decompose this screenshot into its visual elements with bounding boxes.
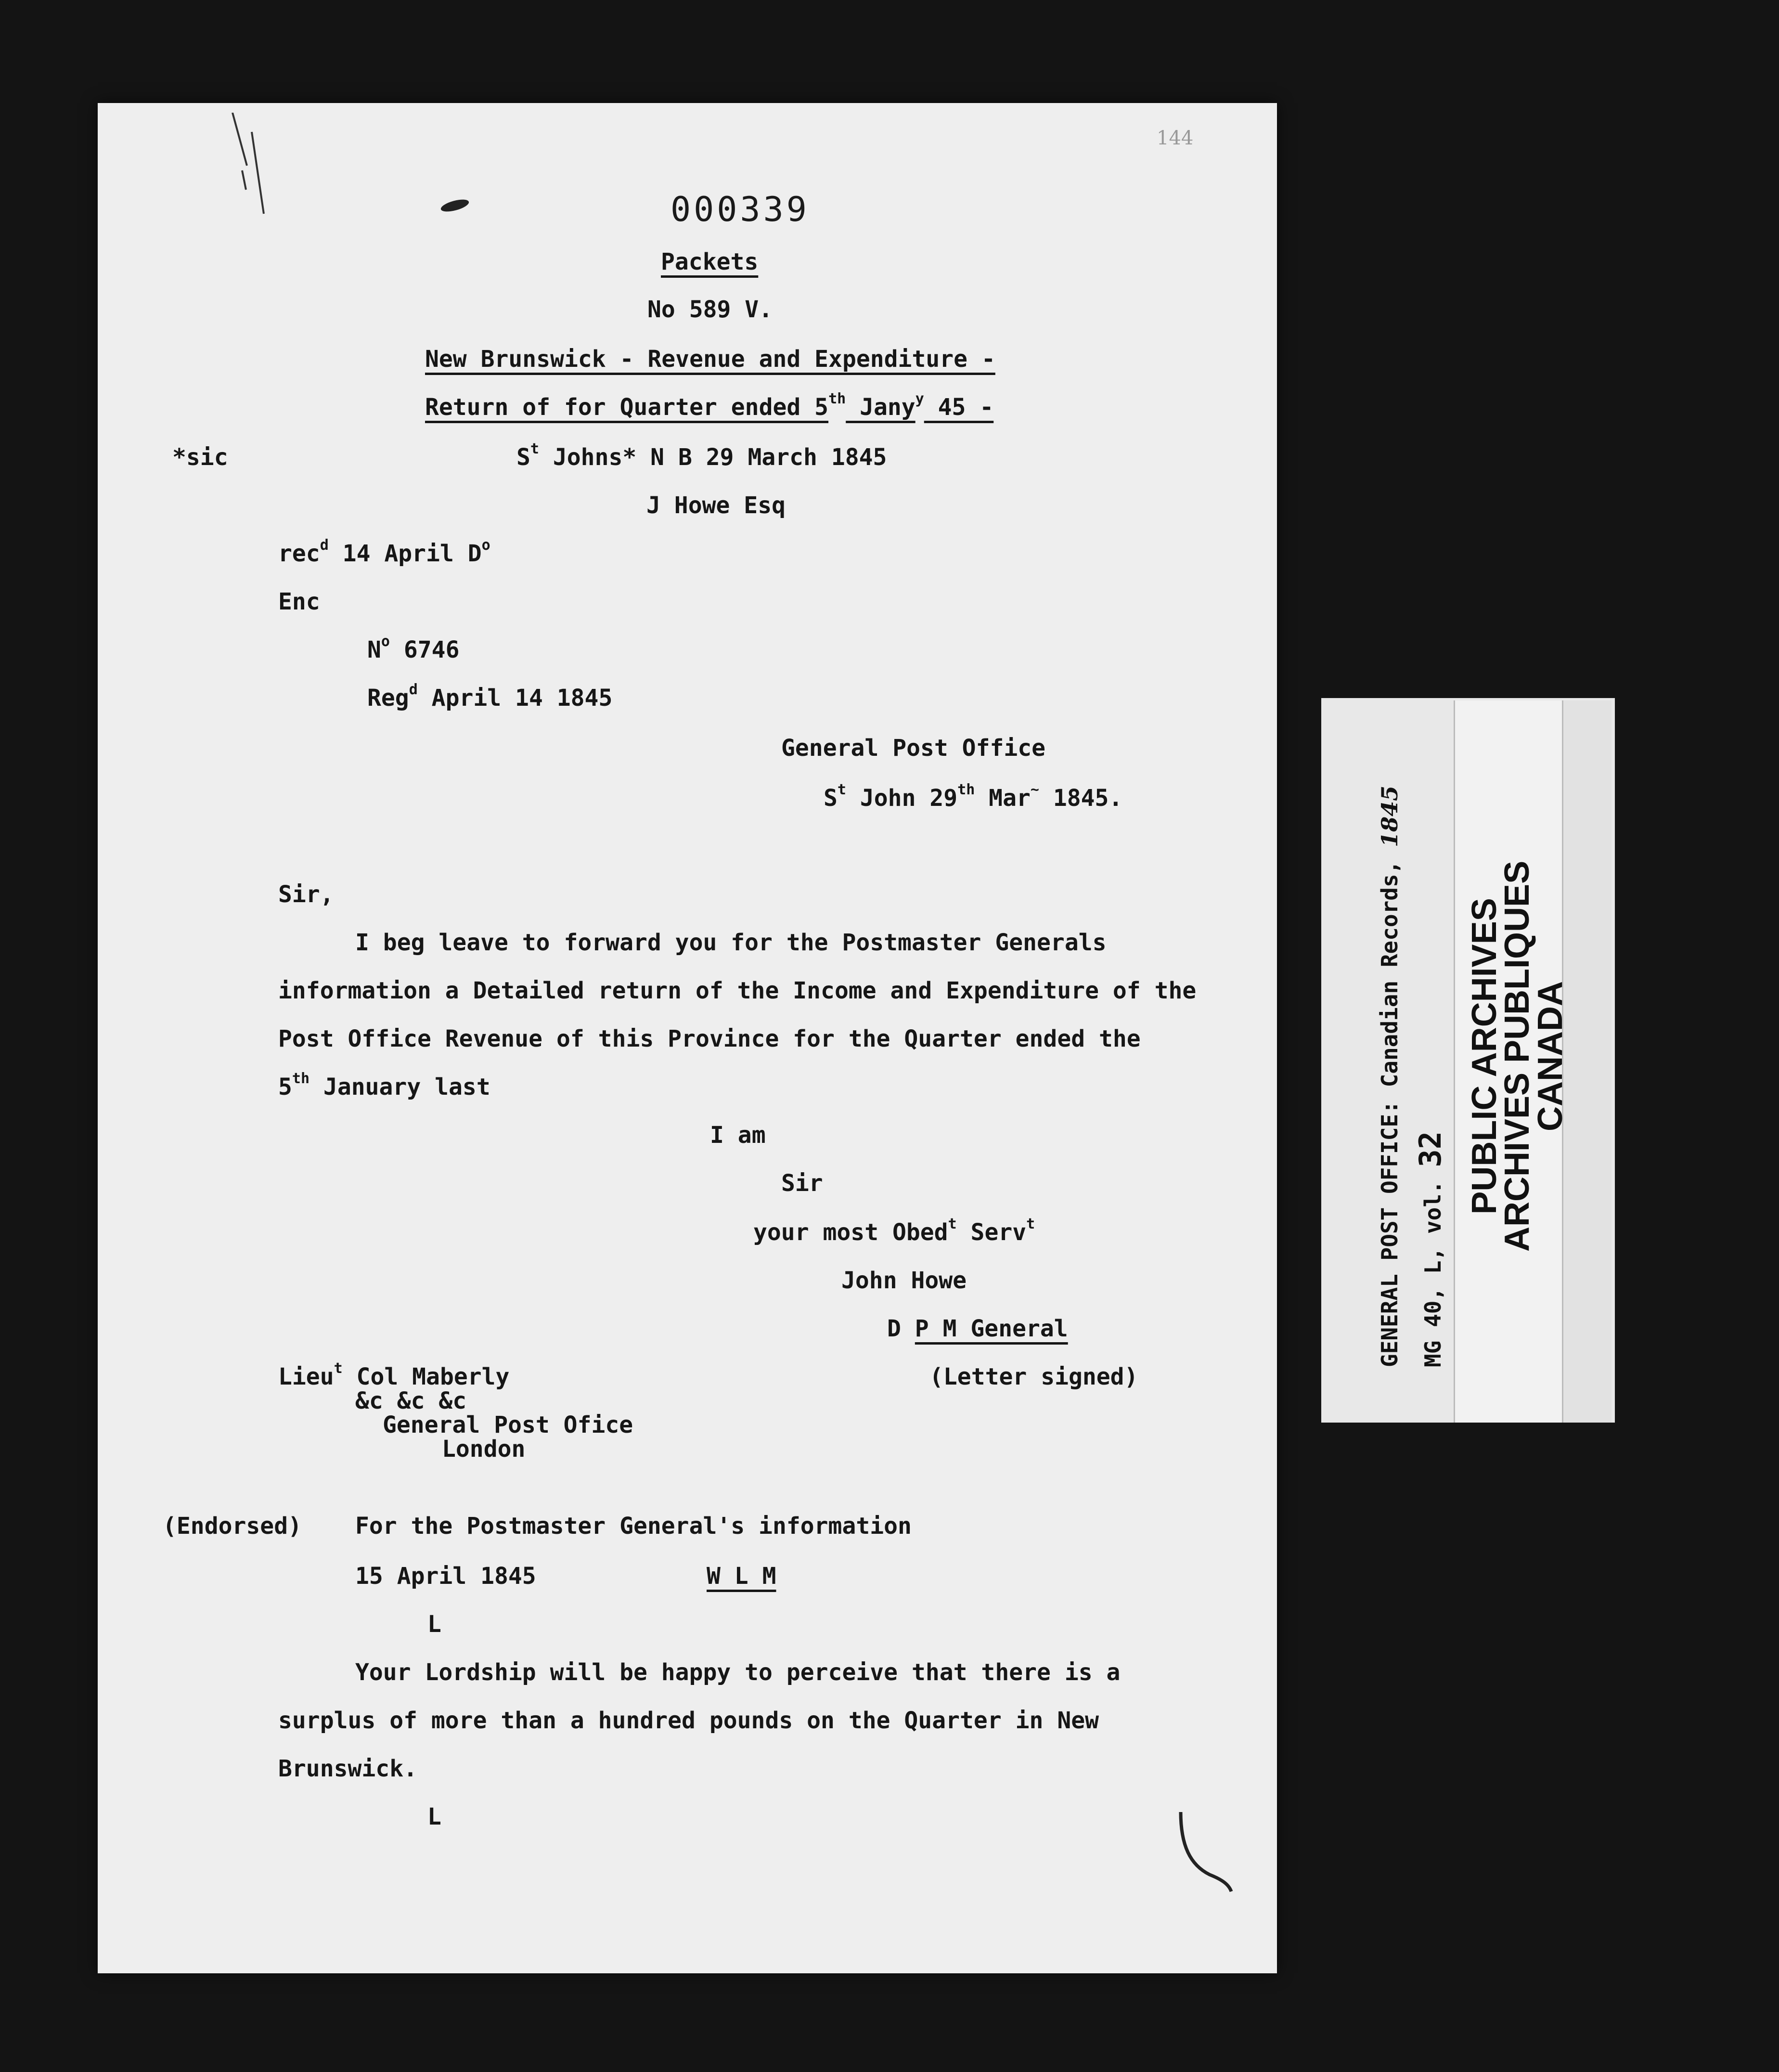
sender-office: General Post Office [781,735,1046,762]
archive-institution [1465,860,1570,1252]
endorsed-text: For the Postmaster General's information [355,1513,912,1540]
document-page [98,103,1277,1973]
body-line-4: 5th January last [278,1070,490,1101]
recipient-line-4: London [442,1436,526,1463]
note-line-2: surplus of more than a hundred pounds on the Quarter in New [278,1707,1099,1734]
enclosure-label: Enc [278,588,320,615]
pencil-hook-mark [1176,1807,1238,1894]
received-line: rec$^d$ 14 April $D^o$ [278,537,490,567]
endorsed-initial-l: L [427,1611,441,1638]
title-line-1: New Brunswick - Revenue and Expenditure - [425,346,995,373]
body-line-1: I beg leave to forward you for the Postmaster Generals [355,929,1107,956]
archive-label-line-1: GENERAL POST OFFICE: Canadian Records, 1845 [1377,785,1403,1367]
institution-line-3: CANADA [1531,981,1570,1131]
signed-note: (Letter signed) [929,1363,1138,1390]
place-date: $S^t$ Johns* N B 29 March 1845 [516,440,887,471]
reference-number: No 589 V. [647,296,773,323]
salutation: Sir, [278,881,334,908]
note-line-3: Brunswick. [278,1755,417,1782]
signer-name: John Howe [841,1267,967,1294]
note-initial-l: L [427,1803,441,1830]
body-line-2: information a Detailed return of the Income and Expenditure of the [278,977,1197,1004]
registry-number: $N^o$ 6746 [367,633,460,663]
institution-line-2: ARCHIVES PUBLIQUES [1498,860,1537,1252]
closing-servant: your most Obed$^t$ Serv$^t$ [753,1216,1035,1246]
addressee: J Howe Esq [646,492,786,519]
pencil-marks [228,113,271,238]
recipient-line-1: Lieu$^t$ Col Maberly [278,1360,510,1390]
body-line-3: Post Office Revenue of this Province for the Quarter ended the [278,1025,1141,1052]
closing-sir: Sir [781,1170,823,1197]
recipient-line-3: General Post Ofice [383,1412,633,1438]
note-line-1: Your Lordship will be happy to perceive that there is a [355,1659,1121,1686]
endorsed-label: (Endorsed) [163,1513,302,1540]
endorsed-initials: W L M [707,1563,776,1590]
signer-title: D P M General [887,1315,1068,1342]
archive-stamp-number: 000339 [670,190,810,229]
heading-packets: Packets [661,248,759,275]
registered-date: Reg$^d$ April 14 1845 [367,681,613,712]
ink-smudge [439,197,470,214]
endorsed-date: 15 April 1845 [355,1563,536,1590]
title-line-2: Return of for Quarter ended 5th Jany$^y$ 45 - [425,390,994,421]
letter-date: $S^t$ John 29th Mar~ 1845. [824,781,1123,812]
archive-label-line-2: MG 40, L, vol. 32 [1413,1131,1448,1367]
institution-line-1: PUBLIC ARCHIVES [1465,898,1504,1215]
sic-note: *sic [172,444,228,471]
closing-i-am: I am [710,1122,766,1149]
recipient-line-2: &c &c &c [355,1387,467,1414]
page-number: 144 [1157,127,1194,149]
